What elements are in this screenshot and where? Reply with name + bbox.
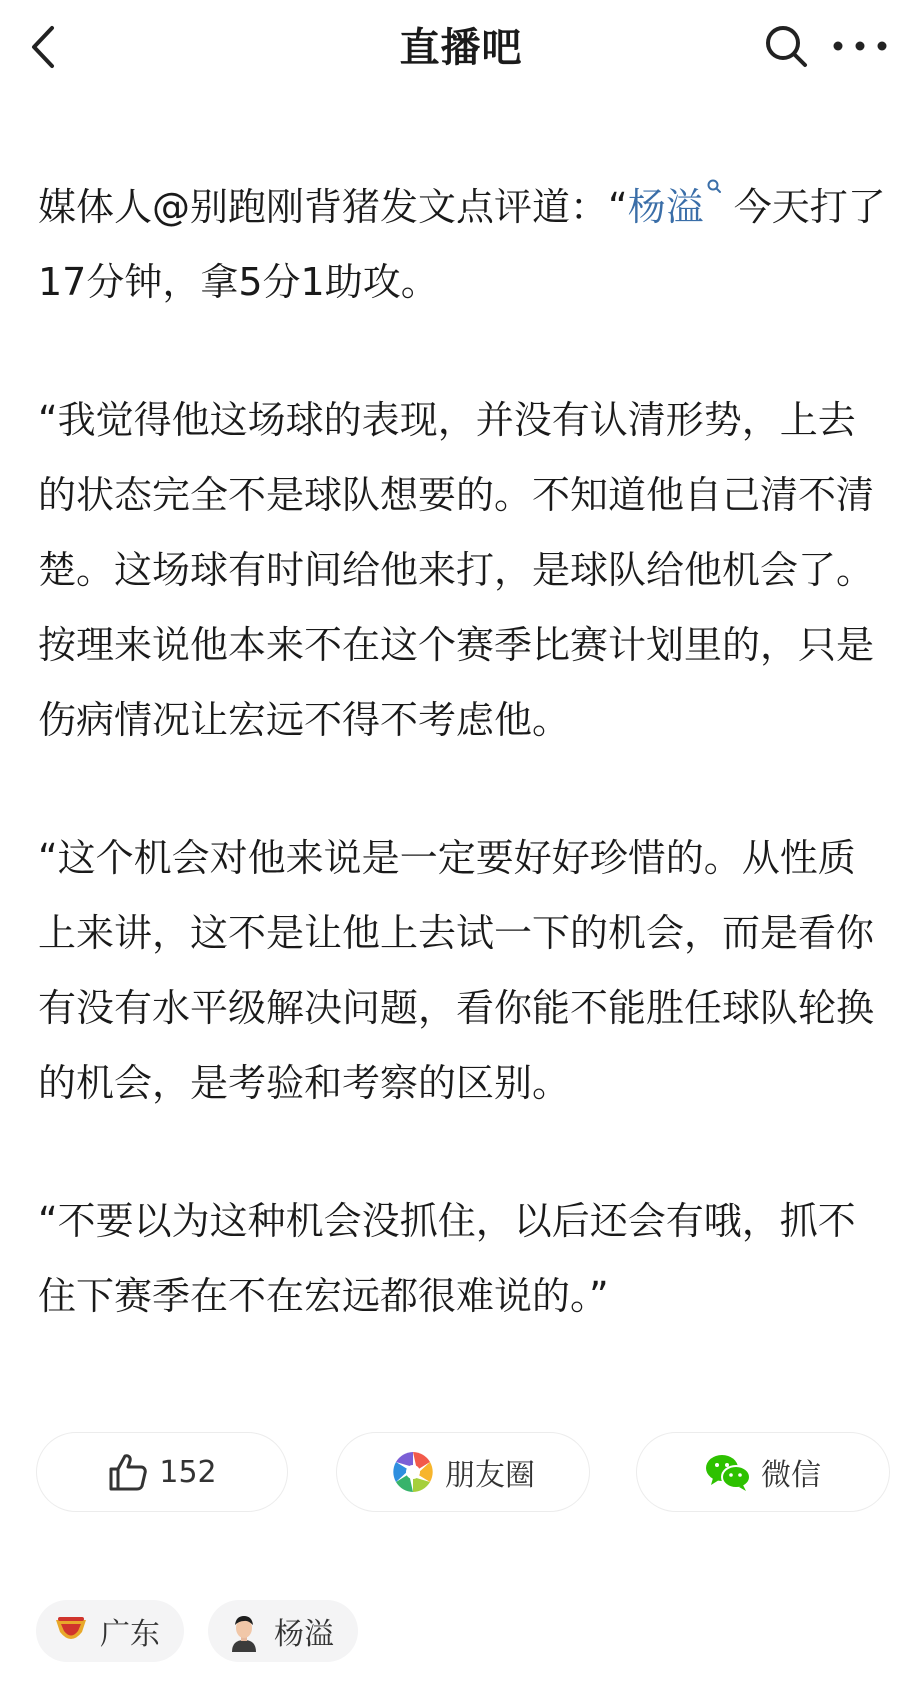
tag-player-label: 杨溢 xyxy=(274,1617,334,1652)
more-button[interactable] xyxy=(830,28,890,64)
thumbs-up-icon xyxy=(107,1451,149,1493)
paragraph-3: “这个机会对他来说是一定要好好珍惜的。从性质上来讲，这不是让他上去试一下的机会，而是看你有没有水平级解决问题，看你能不能胜任球队轮换的机会，是考验和考察的区别。 xyxy=(38,836,875,1105)
like-count: 152 xyxy=(159,1454,217,1490)
search-icon xyxy=(762,22,810,70)
paragraph-2: “我觉得他这场球的表现，并没有认清形势，上去的状态完全不是球队想要的。不知道他自己清不清楚。这场球有时间给他来打，是球队给他机会了。按理来说他本来不在这个赛季比赛计划里的，只是伤病情况让宏远不得不考虑他。 xyxy=(38,398,875,742)
article-body xyxy=(38,170,888,1397)
action-bar xyxy=(0,1432,922,1512)
paragraph-4: “不要以为这种机会没抓住，以后还会有哦，抓不住下赛季在不在宏远都很难说的。” xyxy=(38,1199,856,1318)
moments-aperture-icon xyxy=(391,1450,435,1494)
page-title: 直播吧 xyxy=(399,25,523,71)
like-button[interactable] xyxy=(36,1432,288,1512)
tag-team[interactable] xyxy=(36,1600,184,1662)
team-logo-icon xyxy=(52,1612,90,1650)
wechat-icon xyxy=(705,1452,751,1492)
player-mention-text: 杨溢 xyxy=(627,185,704,229)
tag-team-label: 广东 xyxy=(100,1617,160,1652)
player-mention-link[interactable] xyxy=(628,185,722,229)
share-moments-button[interactable] xyxy=(336,1432,590,1512)
more-dots-icon xyxy=(830,28,890,64)
paragraph-1 xyxy=(38,170,888,320)
paragraph-1-lead: 媒体人@别跑刚背猪发文点评道：“ xyxy=(38,185,628,229)
paragraph-1-tail: 今天打了17分钟，拿5分1助攻。 xyxy=(38,185,886,304)
player-avatar-icon xyxy=(224,1610,264,1652)
wechat-label: 微信 xyxy=(761,1458,821,1493)
search-small-icon xyxy=(706,178,722,194)
search-button[interactable] xyxy=(762,22,810,70)
top-bar xyxy=(0,0,922,100)
share-wechat-button[interactable] xyxy=(636,1432,890,1512)
moments-label: 朋友圈 xyxy=(445,1458,535,1493)
tag-player[interactable] xyxy=(208,1600,358,1662)
